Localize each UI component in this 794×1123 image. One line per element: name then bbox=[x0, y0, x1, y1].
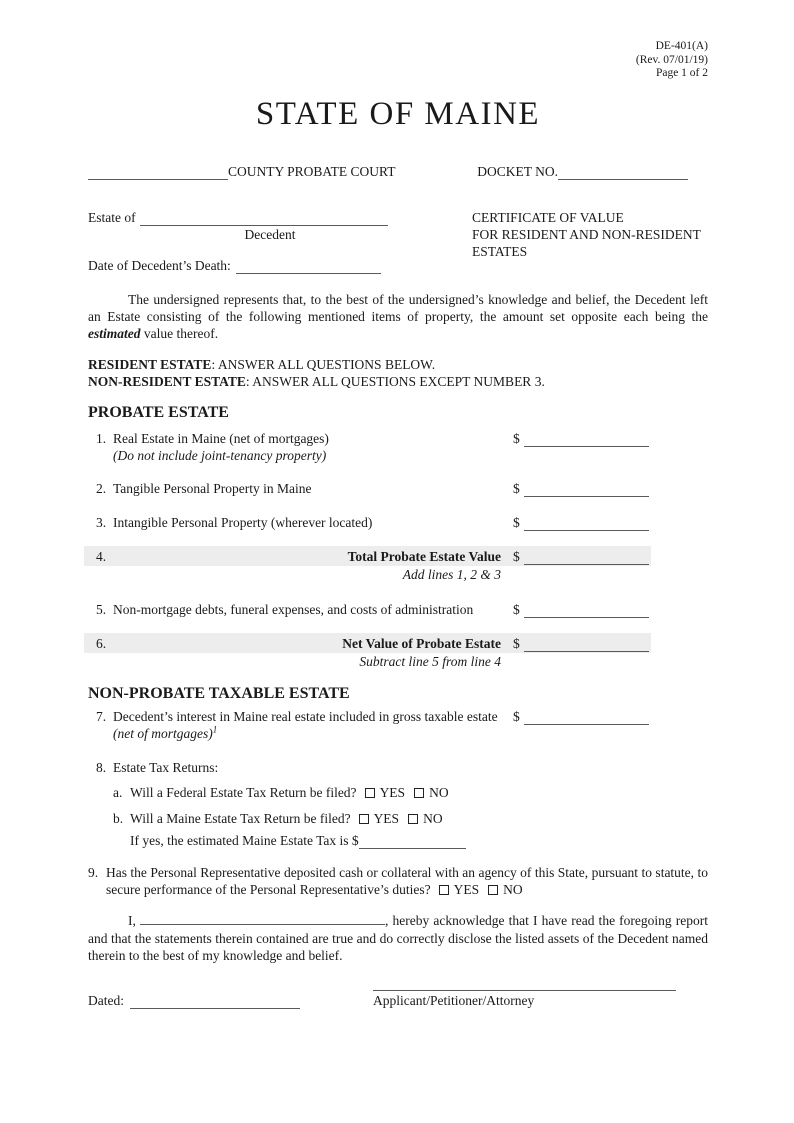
court-header bbox=[88, 163, 708, 180]
estate-of-label: Estate of bbox=[88, 209, 136, 225]
decedent-caption: Decedent bbox=[244, 226, 296, 242]
acknowledgment-tail: , hereby acknowledge that I have read the foregoing report and that the statements therein contained are true and do correctly disclose the listed assets of the Decedent named therein to the best of my knowledge and belief. bbox=[88, 913, 708, 963]
amount-group bbox=[513, 514, 708, 531]
estate-tax-returns-label: Estate Tax Returns: bbox=[113, 759, 219, 775]
amount-field-3[interactable] bbox=[524, 517, 649, 531]
question-8b-text: Will a Maine Estate Tax Return be filed? bbox=[130, 810, 351, 826]
probate-row-5 bbox=[88, 601, 708, 618]
amount-group bbox=[513, 430, 708, 447]
death-date-line bbox=[88, 257, 472, 274]
non-probate-heading: NON-PROBATE TAXABLE ESTATE bbox=[88, 684, 350, 702]
row-1-note: (Do not include joint-tenancy property) bbox=[113, 447, 327, 463]
dollar-sign: $ bbox=[513, 515, 520, 531]
net-of-mortgages-note: (net of mortgages) bbox=[113, 726, 213, 742]
deposit-yes-checkbox[interactable] bbox=[439, 885, 449, 895]
certificate-title-line1: CERTIFICATE OF VALUE bbox=[472, 209, 624, 225]
county-court-label: COUNTY PROBATE COURT bbox=[228, 163, 396, 179]
estimated-tax-field[interactable] bbox=[359, 835, 466, 849]
yes-label: YES bbox=[379, 784, 406, 800]
row-number: 6. bbox=[96, 635, 107, 651]
row-8b bbox=[113, 810, 708, 827]
row-number: 1. bbox=[96, 430, 107, 446]
signature-group bbox=[373, 977, 676, 1009]
row-8-if-yes bbox=[130, 832, 708, 849]
dollar-sign: $ bbox=[513, 430, 520, 446]
amount-field-7[interactable] bbox=[524, 711, 649, 725]
dollar-sign: $ bbox=[513, 480, 520, 496]
row-label: Intangible Personal Property (wherever located) bbox=[113, 515, 373, 531]
amount-field-2[interactable] bbox=[524, 483, 649, 497]
row-number: 4. bbox=[96, 549, 107, 565]
federal-return-yes-checkbox[interactable] bbox=[365, 788, 375, 798]
estate-block bbox=[88, 209, 708, 274]
intro-paragraph bbox=[88, 291, 708, 342]
non-resident-estate-term: NON-RESIDENT ESTATE bbox=[88, 374, 246, 390]
amount-field-6[interactable] bbox=[524, 638, 649, 652]
dollar-sign: $ bbox=[351, 832, 359, 848]
dollar-sign: $ bbox=[513, 709, 520, 725]
row-label: Real Estate in Maine (net of mortgages) bbox=[113, 430, 329, 446]
question-8b bbox=[130, 810, 443, 827]
docket-field[interactable] bbox=[558, 166, 688, 180]
dated-field[interactable] bbox=[130, 995, 300, 1009]
intro-tail: value thereof. bbox=[143, 326, 219, 342]
resident-estate-term: RESIDENT ESTATE bbox=[88, 357, 212, 373]
no-label: NO bbox=[423, 810, 443, 826]
amount-field-5[interactable] bbox=[524, 604, 649, 618]
row-label: Tangible Personal Property in Maine bbox=[113, 480, 312, 496]
instructions bbox=[88, 356, 708, 390]
amount-group bbox=[513, 601, 708, 618]
non-resident-instruction bbox=[88, 373, 708, 390]
dollar-sign: $ bbox=[513, 601, 520, 617]
intro-emphasis: estimated bbox=[88, 326, 141, 342]
non-resident-estate-text: : ANSWER ALL QUESTIONS EXCEPT NUMBER 3. bbox=[245, 374, 545, 390]
form-revision: (Rev. 07/01/19) bbox=[635, 53, 708, 66]
signature-section bbox=[88, 977, 708, 1009]
dollar-sign: $ bbox=[513, 549, 520, 565]
row-number: 2. bbox=[96, 480, 107, 496]
page-title: STATE OF MAINE bbox=[255, 95, 541, 132]
yes-label: YES bbox=[453, 882, 480, 898]
row-9 bbox=[88, 864, 708, 898]
probate-row-6-net bbox=[84, 633, 708, 653]
yes-label: YES bbox=[373, 810, 400, 826]
estate-left-column bbox=[88, 209, 472, 274]
docket-group bbox=[477, 163, 688, 180]
footnote-reference: 1 bbox=[212, 724, 218, 735]
estate-of-field[interactable] bbox=[140, 212, 388, 226]
non-probate-row-7 bbox=[88, 708, 708, 725]
amount-group bbox=[513, 708, 708, 725]
row-8 bbox=[96, 759, 708, 776]
probate-row-4-total bbox=[84, 546, 708, 566]
amount-field-4[interactable] bbox=[524, 551, 649, 565]
row-8a bbox=[113, 784, 708, 801]
form-id: DE-401(A) bbox=[655, 40, 708, 52]
question-9 bbox=[106, 864, 708, 898]
probate-estate-heading: PROBATE ESTATE bbox=[88, 404, 229, 422]
intro-lead: The undersigned represents that, to the best of the undersigned’s knowledge and belief, the Decedent left an Estate consisting of the following mentioned items of property, the amount set opposite each being the bbox=[88, 292, 708, 325]
question-9-text: Has the Personal Representative deposited cash or collateral with an agency of this State, pursuant to statute, to secure performance of the Personal Representative’s duties? bbox=[106, 865, 708, 898]
row-4-note: Add lines 1, 2 & 3 bbox=[402, 567, 501, 583]
question-8a-text: Will a Federal Estate Tax Return be filed? bbox=[130, 784, 357, 800]
county-court-group bbox=[88, 163, 395, 180]
signature-field[interactable] bbox=[373, 977, 676, 991]
resident-estate-text: : ANSWER ALL QUESTIONS BELOW. bbox=[211, 357, 436, 373]
sub-letter: a. bbox=[113, 784, 123, 800]
row-label: Decedent’s interest in Maine real estate included in gross taxable estate bbox=[113, 709, 498, 725]
signer-caption: Applicant/Petitioner/Attorney bbox=[373, 993, 535, 1009]
estate-of-line bbox=[88, 209, 472, 226]
dated-group bbox=[88, 977, 300, 1009]
probate-row-3 bbox=[88, 514, 708, 531]
total-probate-label: Total Probate Estate Value bbox=[347, 549, 501, 565]
form-meta bbox=[88, 40, 708, 81]
county-field[interactable] bbox=[88, 166, 228, 180]
amount-field-1[interactable] bbox=[524, 433, 649, 447]
row-label: Non-mortgage debts, funeral expenses, and costs of administration bbox=[113, 601, 474, 617]
no-label: NO bbox=[429, 784, 449, 800]
certificate-title-line3: ESTATES bbox=[472, 244, 528, 260]
no-label: NO bbox=[503, 882, 523, 898]
death-date-label: Date of Decedent’s Death: bbox=[88, 258, 231, 274]
deposit-no-checkbox[interactable] bbox=[488, 885, 498, 895]
row-number: 9. bbox=[88, 865, 99, 881]
death-date-field[interactable] bbox=[236, 260, 381, 274]
federal-return-no-checkbox[interactable] bbox=[414, 788, 424, 798]
maine-return-no-checkbox[interactable] bbox=[408, 814, 418, 824]
probate-row-1 bbox=[88, 430, 708, 447]
maine-return-yes-checkbox[interactable] bbox=[359, 814, 369, 824]
docket-label: DOCKET NO. bbox=[477, 163, 558, 179]
row-number: 8. bbox=[96, 759, 107, 775]
acknowledgment-lead: I, bbox=[128, 913, 136, 929]
page-number: Page 1 of 2 bbox=[655, 67, 708, 80]
acknowledgment-paragraph bbox=[88, 911, 708, 963]
row-number: 3. bbox=[96, 515, 107, 531]
row-number: 5. bbox=[96, 601, 107, 617]
question-8a bbox=[130, 784, 449, 801]
amount-group bbox=[513, 635, 708, 652]
certificate-title-line2: FOR RESIDENT AND NON-RESIDENT bbox=[472, 226, 701, 242]
if-yes-text: If yes, the estimated Maine Estate Tax is bbox=[130, 832, 349, 848]
row-7-note bbox=[113, 725, 708, 742]
certificate-title bbox=[472, 209, 708, 274]
net-value-label: Net Value of Probate Estate bbox=[342, 635, 501, 651]
probate-row-2 bbox=[88, 480, 708, 497]
amount-group bbox=[513, 480, 708, 497]
row-6-note: Subtract line 5 from line 4 bbox=[359, 653, 501, 669]
amount-group bbox=[513, 548, 708, 565]
dollar-sign: $ bbox=[513, 635, 520, 651]
resident-instruction bbox=[88, 356, 708, 373]
row-number: 7. bbox=[96, 709, 107, 725]
acknowledger-name-field[interactable] bbox=[140, 911, 385, 925]
sub-letter: b. bbox=[113, 810, 124, 826]
dated-label: Dated: bbox=[88, 993, 124, 1009]
